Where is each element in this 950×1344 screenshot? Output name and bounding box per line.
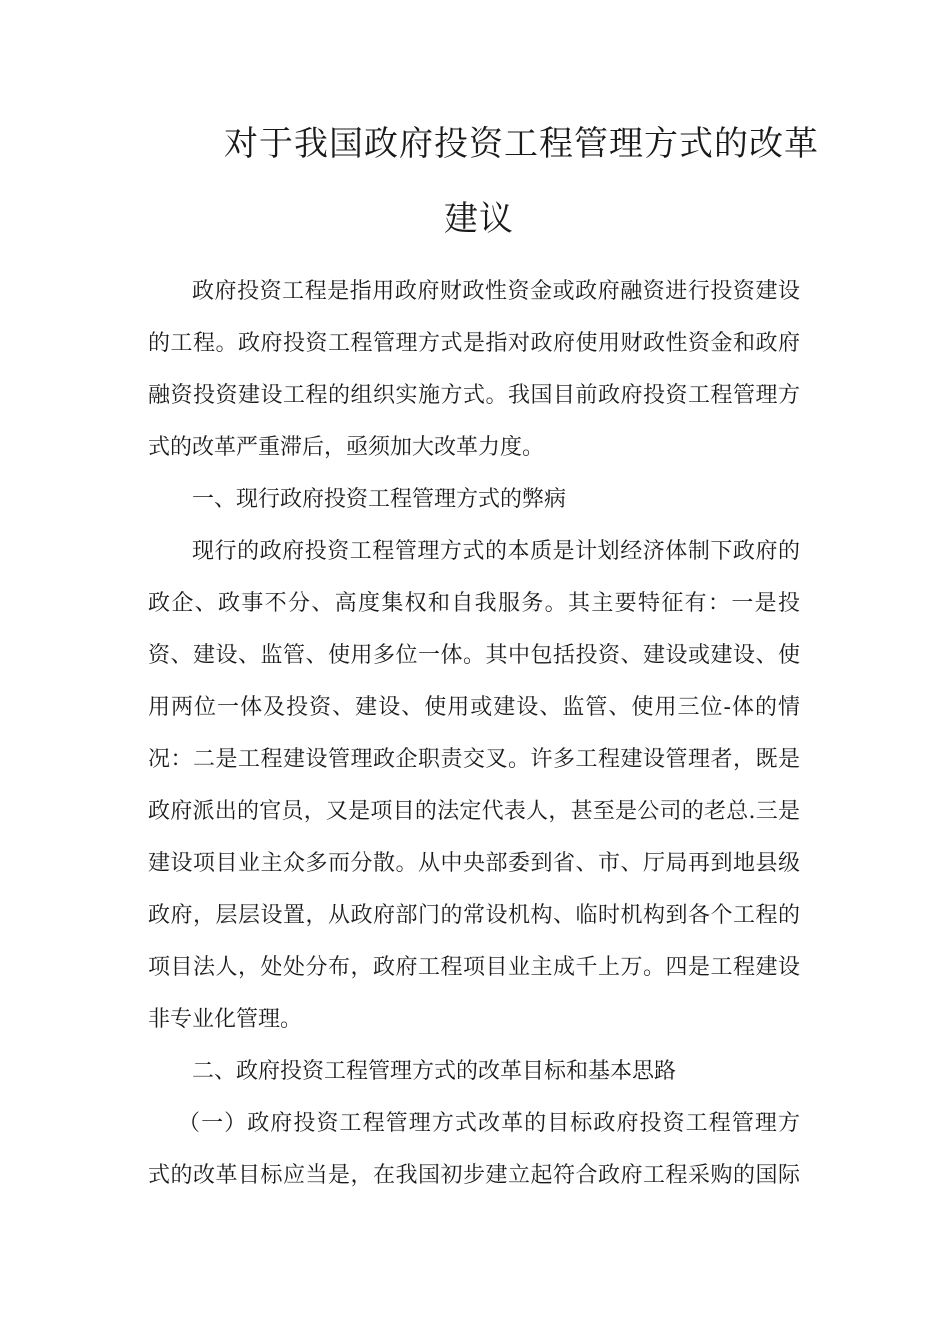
paragraph-line: 况：二是工程建设管理政企职责交叉。许多工程建设管理者，既是	[148, 747, 800, 772]
paragraph-line: 政府，层层设置，从政府部门的常设机构、临时机构到各个工程的	[148, 903, 800, 928]
paragraph-line: 现行的政府投资工程管理方式的本质是计划经济体制下政府的	[192, 539, 800, 564]
document-body	[148, 272, 800, 1208]
paragraph-line: 政府派出的官员，又是项目的法定代表人，甚至是公司的老总.三是	[148, 799, 800, 824]
paragraph-line: 建设项目业主众多而分散。从中央部委到省、市、厅局再到地县级	[148, 851, 800, 876]
paragraph-line: （一）政府投资工程管理方式改革的目标政府投资工程管理方	[178, 1111, 800, 1136]
paragraph-line: 政企、政事不分、高度集权和自我服务。其主要特征有：一是投	[148, 591, 800, 616]
document-title-line-2: 建议	[444, 199, 514, 239]
paragraph-line: 政府投资工程是指用政府财政性资金或政府融资进行投资建设	[192, 279, 800, 304]
document-title-line-1: 对于我国政府投资工程管理方式的改革	[224, 124, 819, 164]
paragraph-line: 项目法人，处处分布，政府工程项目业主成千上万。四是工程建设	[148, 955, 800, 980]
paragraph-line: 融资投资建设工程的组织实施方式。我国目前政府投资工程管理方	[148, 383, 800, 408]
section-heading: 一、现行政府投资工程管理方式的弊病	[192, 487, 567, 512]
paragraph-line: 非专业化管理。	[148, 1007, 303, 1032]
paragraph-line: 用两位一体及投资、建设、使用或建设、监管、使用三位-体的情	[148, 695, 800, 720]
paragraph-line: 的工程。政府投资工程管理方式是指对政府使用财政性资金和政府	[148, 331, 800, 356]
paragraph-line: 式的改革目标应当是，在我国初步建立起符合政府工程采购的国际	[148, 1163, 800, 1188]
section-heading: 二、政府投资工程管理方式的改革目标和基本思路	[192, 1059, 677, 1084]
paragraph-line: 式的改革严重滞后，亟须加大改革力度。	[148, 435, 545, 460]
paragraph-line: 资、建设、监管、使用多位一体。其中包括投资、建设或建设、使	[148, 643, 800, 668]
